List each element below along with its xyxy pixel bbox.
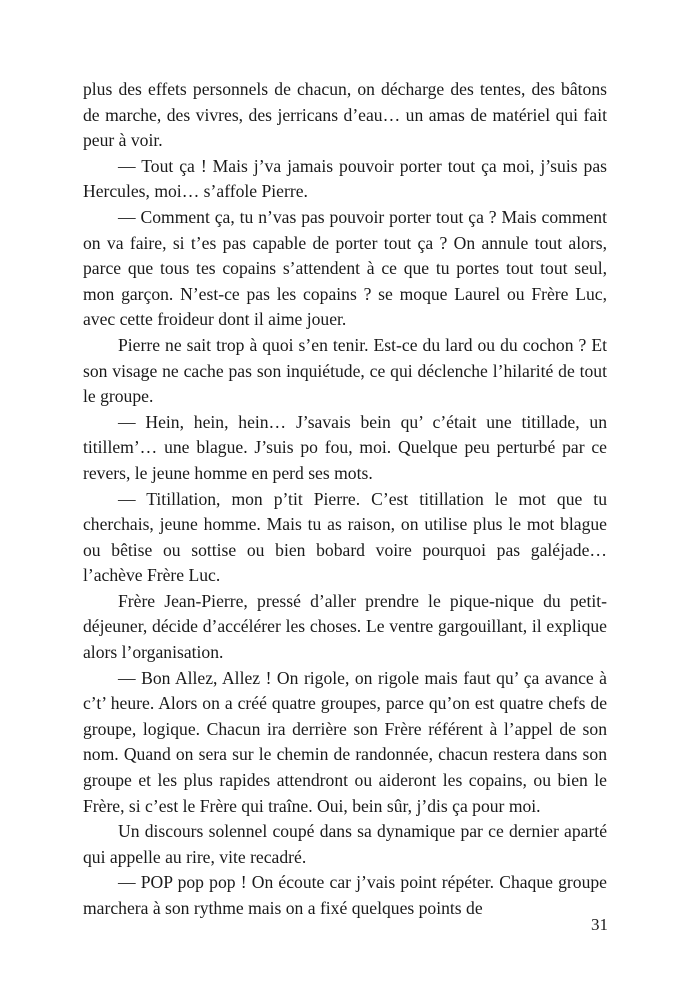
paragraph: — Comment ça, tu n’vas pas pouvoir porter tout ça ? Mais comment on va faire, si t’es pas capable de porter tout ça ? On annule tout alors, parce que tous tes copains s’attendent à ce que tu portes tout tout seul, mon garçon. N’est-ce pas les copains ? se moque Laurel ou Frère Luc, avec cette froideur dont il aime jouer. — [83, 206, 607, 330]
paragraph: plus des effets personnels de chacun, on décharge des tentes, des bâtons de marche, des vivres, des jerricans d’eau… un amas de matériel qui fait peur à voir. — [83, 79, 607, 151]
paragraph: — Tout ça ! Mais j’va jamais pouvoir porter tout ça moi, j’suis pas Hercules, moi… s’affole Pierre. — [83, 155, 607, 202]
page-number: 31 — [591, 915, 608, 934]
paragraph: — Titillation, mon p’tit Pierre. C’est titillation le mot que tu cherchais, jeune homme. Mais tu as raison, on utilise plus le mot blague ou bêtise ou sottise ou bien bobard voire pourquoi pas galéjade… l’achève Frère Luc. — [83, 488, 607, 586]
paragraph: Un discours solennel coupé dans sa dynamique par ce dernier aparté qui appelle au rire, vite recadré. — [83, 821, 607, 867]
paragraph: — Hein, hein, hein… J’savais bein qu’ c’était une titillade, un titillem’… une blague. J’suis po fou, moi. Quelque peu perturbé par ce revers, le jeune homme en perd ses mots. — [83, 411, 607, 483]
paragraph: Pierre ne sait trop à quoi s’en tenir. Est-ce du lard ou du cochon ? Et son visage ne cache pas son inquiétude, ce qui déclenche l’hilarité de tout le groupe. — [83, 334, 607, 407]
page-body — [83, 77, 607, 922]
paragraph: — Bon Allez, Allez ! On rigole, on rigole mais faut qu’ ça avance à c’t’ heure. Alors on a créé quatre groupes, parce qu’on est quatre chefs de groupe, logique. Chacun ira derrière son Frère référent à l’appel de son nom. Quand on sera sur le chemin de randonnée, chacun restera dans son groupe et les plus rapides attendront ou aideront les copains, ou bien le Frère, si c’est le Frère qui traîne. Oui, bein sûr, j’dis ça pour moi. — [83, 667, 607, 816]
paragraph: Frère Jean-Pierre, pressé d’aller prendre le pique-nique du petit-déjeuner, décide d’accélérer les choses. Le ventre gargouillant, il explique alors l’organisation. — [83, 590, 607, 663]
paragraph: — POP pop pop ! On écoute car j’vais point répéter. Chaque groupe marchera à son rythme mais on a fixé quelques points de — [83, 872, 607, 918]
